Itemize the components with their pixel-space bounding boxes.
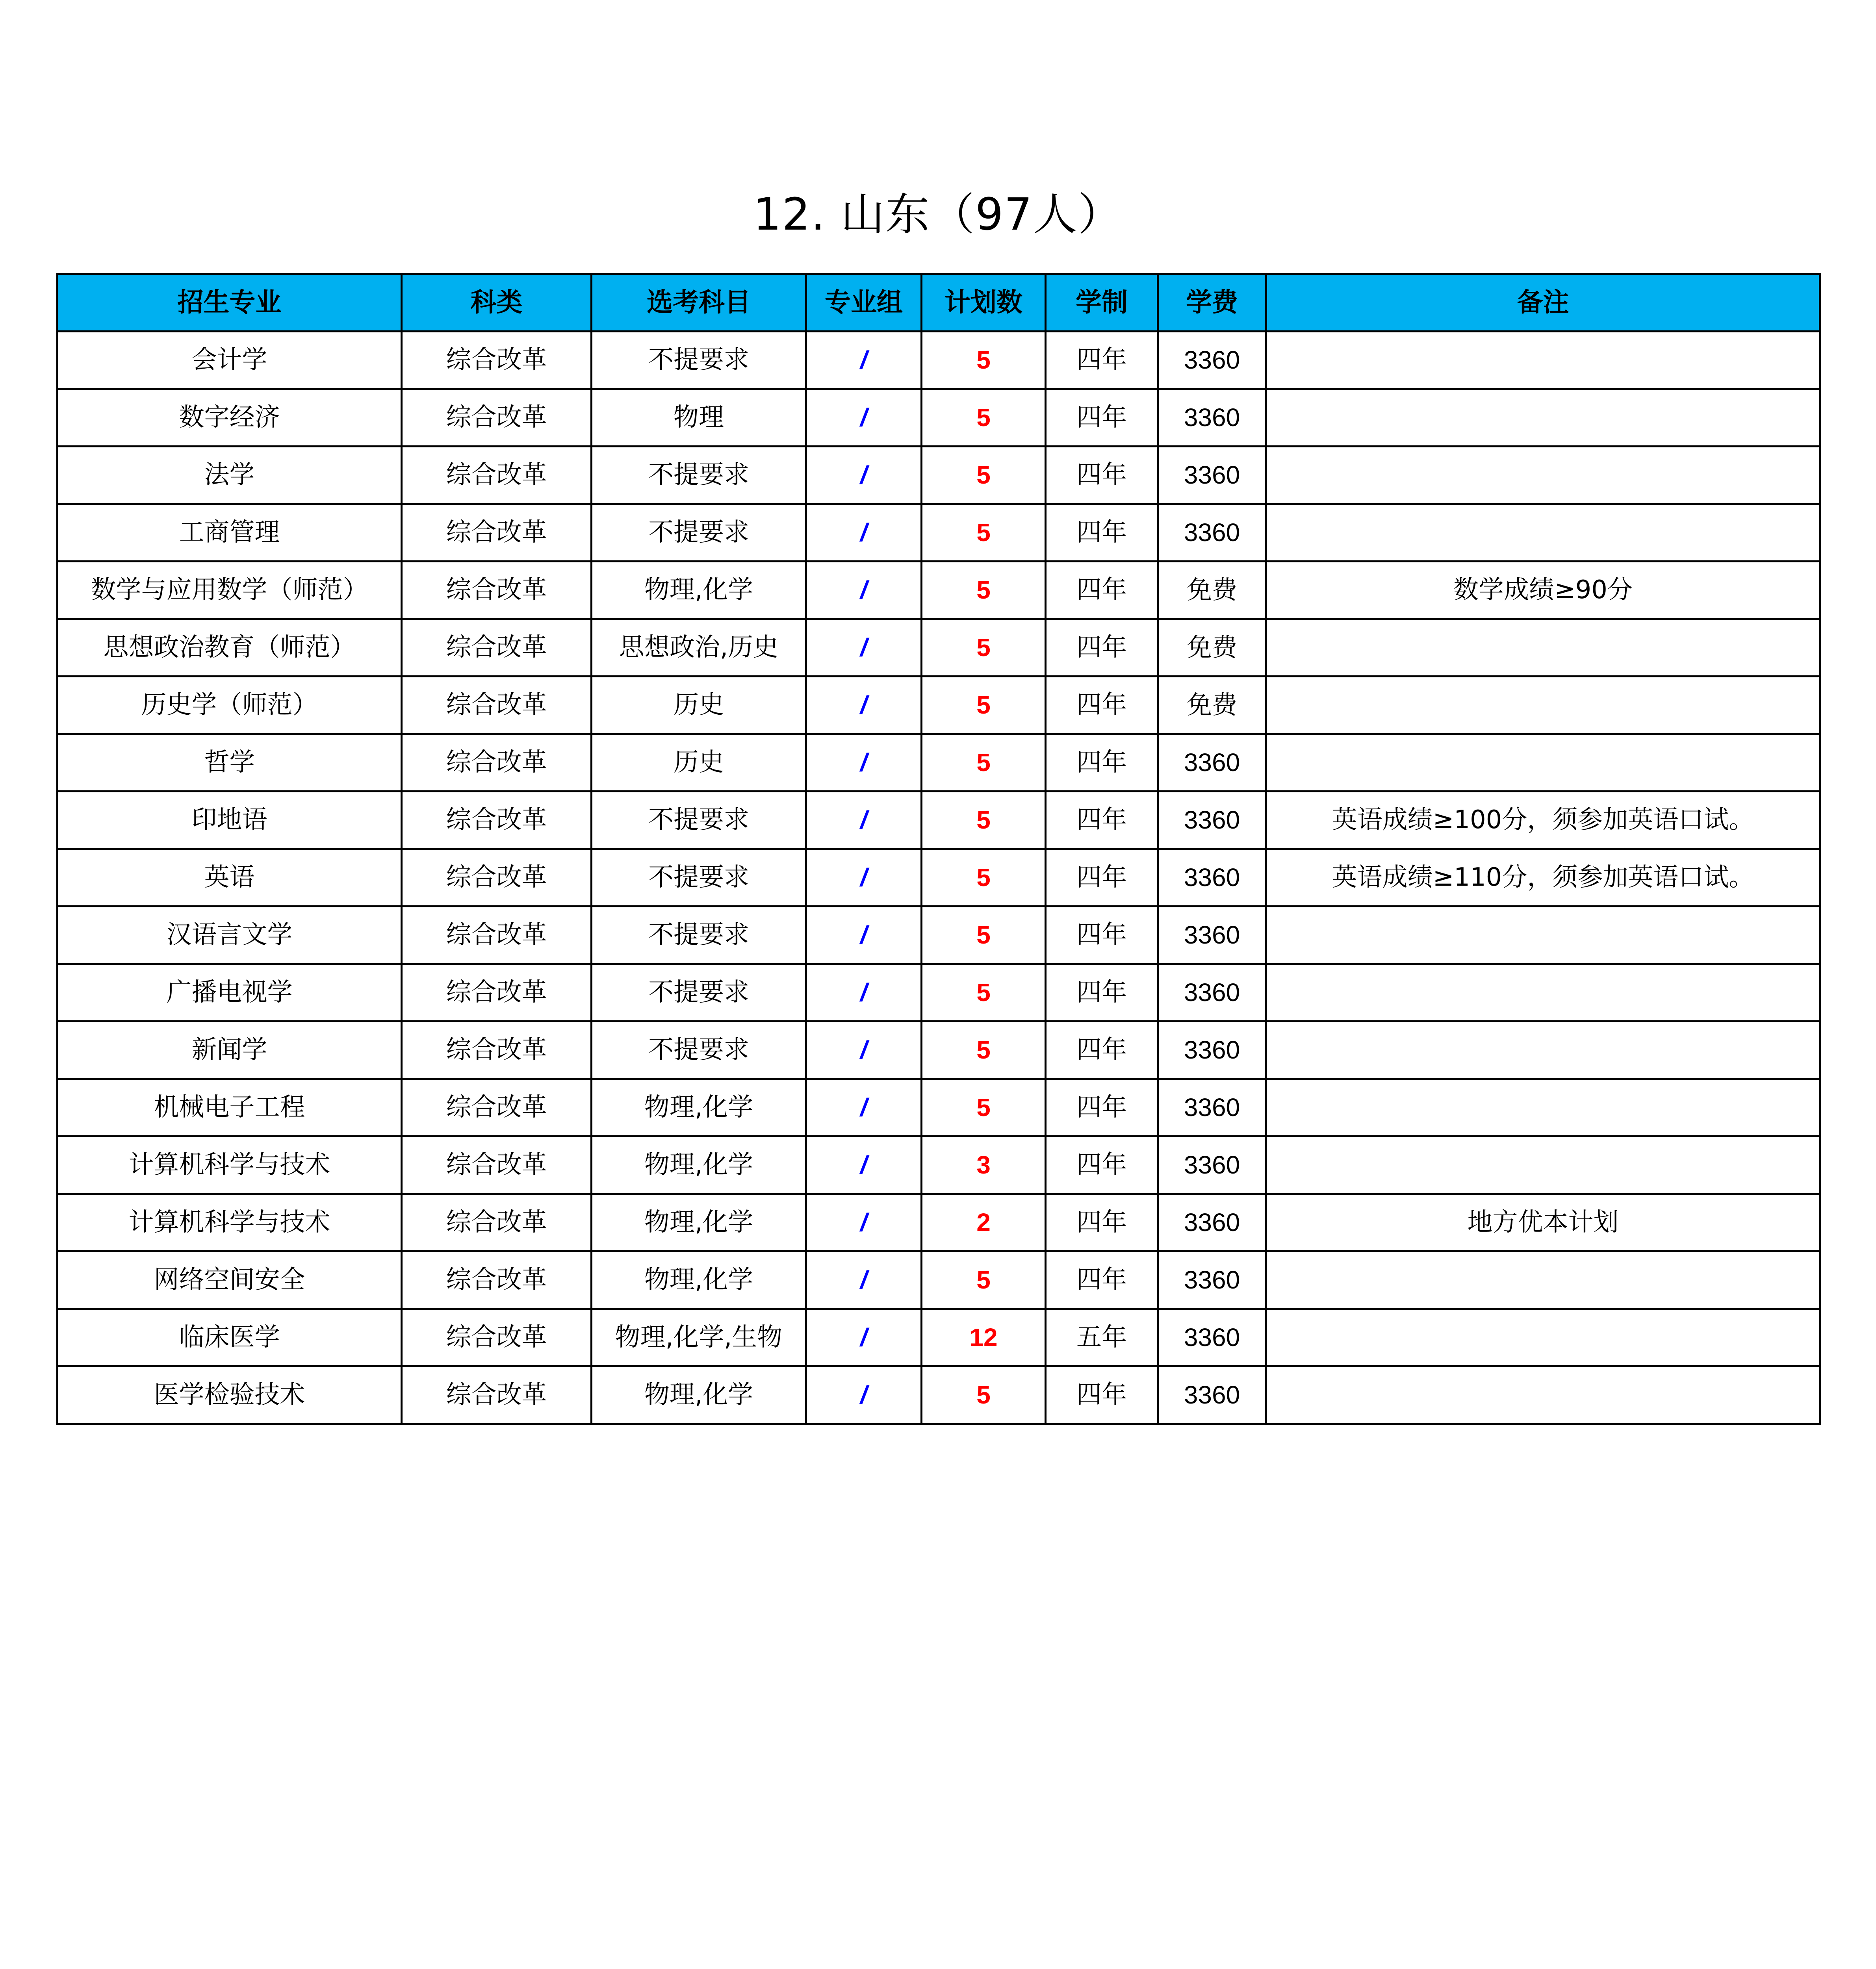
cell-group: / bbox=[806, 562, 922, 619]
table-row bbox=[58, 1079, 1820, 1137]
cell-fee: 3360 bbox=[1158, 1194, 1266, 1251]
cell-category: 综合改革 bbox=[402, 849, 592, 907]
cell-major: 临床医学 bbox=[58, 1309, 402, 1366]
cell-quota: 5 bbox=[922, 1079, 1046, 1137]
cell-fee: 3360 bbox=[1158, 332, 1266, 389]
cell-subjects: 物理,化学 bbox=[592, 1137, 806, 1194]
cell-major: 计算机科学与技术 bbox=[58, 1137, 402, 1194]
cell-group: / bbox=[806, 1137, 922, 1194]
cell-group: / bbox=[806, 964, 922, 1022]
cell-quota: 2 bbox=[922, 1194, 1046, 1251]
cell-category: 综合改革 bbox=[402, 1137, 592, 1194]
header-duration: 学制 bbox=[1046, 274, 1158, 332]
cell-quota: 5 bbox=[922, 1022, 1046, 1079]
cell-category: 综合改革 bbox=[402, 619, 592, 677]
cell-quota: 5 bbox=[922, 389, 1046, 447]
cell-subjects: 不提要求 bbox=[592, 447, 806, 504]
header-major: 招生专业 bbox=[58, 274, 402, 332]
cell-duration: 四年 bbox=[1046, 964, 1158, 1022]
cell-subjects: 不提要求 bbox=[592, 907, 806, 964]
cell-quota: 5 bbox=[922, 562, 1046, 619]
cell-duration: 四年 bbox=[1046, 504, 1158, 562]
header-fee: 学费 bbox=[1158, 274, 1266, 332]
cell-major: 印地语 bbox=[58, 792, 402, 849]
cell-subjects: 不提要求 bbox=[592, 1022, 806, 1079]
cell-duration: 四年 bbox=[1046, 1251, 1158, 1309]
table-row bbox=[58, 849, 1820, 907]
cell-category: 综合改革 bbox=[402, 1194, 592, 1251]
cell-group: / bbox=[806, 1022, 922, 1079]
cell-category: 综合改革 bbox=[402, 734, 592, 792]
cell-major: 数学与应用数学（师范） bbox=[58, 562, 402, 619]
cell-fee: 免费 bbox=[1158, 619, 1266, 677]
cell-quota: 5 bbox=[922, 1251, 1046, 1309]
cell-fee: 3360 bbox=[1158, 1022, 1266, 1079]
cell-quota: 12 bbox=[922, 1309, 1046, 1366]
cell-quota: 5 bbox=[922, 964, 1046, 1022]
cell-remark: 英语成绩≥100分，须参加英语口试。 bbox=[1266, 792, 1820, 849]
cell-quota: 5 bbox=[922, 792, 1046, 849]
cell-remark bbox=[1266, 1309, 1820, 1366]
cell-duration: 四年 bbox=[1046, 734, 1158, 792]
cell-remark bbox=[1266, 1251, 1820, 1309]
cell-duration: 四年 bbox=[1046, 1194, 1158, 1251]
table-row bbox=[58, 1194, 1820, 1251]
cell-major: 历史学（师范） bbox=[58, 677, 402, 734]
cell-group: / bbox=[806, 677, 922, 734]
cell-quota: 5 bbox=[922, 849, 1046, 907]
cell-major: 数字经济 bbox=[58, 389, 402, 447]
cell-remark bbox=[1266, 504, 1820, 562]
cell-remark bbox=[1266, 447, 1820, 504]
cell-quota: 5 bbox=[922, 447, 1046, 504]
cell-group: / bbox=[806, 1251, 922, 1309]
cell-category: 综合改革 bbox=[402, 792, 592, 849]
cell-major: 英语 bbox=[58, 849, 402, 907]
cell-remark bbox=[1266, 332, 1820, 389]
cell-group: / bbox=[806, 849, 922, 907]
header-group: 专业组 bbox=[806, 274, 922, 332]
cell-quota: 5 bbox=[922, 734, 1046, 792]
cell-fee: 3360 bbox=[1158, 1079, 1266, 1137]
cell-duration: 四年 bbox=[1046, 447, 1158, 504]
cell-major: 机械电子工程 bbox=[58, 1079, 402, 1137]
table-row bbox=[58, 332, 1820, 389]
cell-duration: 四年 bbox=[1046, 619, 1158, 677]
cell-quota: 5 bbox=[922, 677, 1046, 734]
cell-subjects: 不提要求 bbox=[592, 849, 806, 907]
admission-plan-table bbox=[56, 273, 1821, 1425]
cell-fee: 3360 bbox=[1158, 964, 1266, 1022]
cell-major: 计算机科学与技术 bbox=[58, 1194, 402, 1251]
cell-subjects: 历史 bbox=[592, 677, 806, 734]
cell-subjects: 不提要求 bbox=[592, 964, 806, 1022]
cell-fee: 3360 bbox=[1158, 1137, 1266, 1194]
cell-major: 医学检验技术 bbox=[58, 1366, 402, 1424]
cell-group: / bbox=[806, 734, 922, 792]
cell-remark bbox=[1266, 619, 1820, 677]
header-remark: 备注 bbox=[1266, 274, 1820, 332]
cell-category: 综合改革 bbox=[402, 332, 592, 389]
cell-major: 新闻学 bbox=[58, 1022, 402, 1079]
cell-remark: 英语成绩≥110分，须参加英语口试。 bbox=[1266, 849, 1820, 907]
cell-subjects: 物理,化学 bbox=[592, 1194, 806, 1251]
cell-fee: 3360 bbox=[1158, 792, 1266, 849]
table-row bbox=[58, 677, 1820, 734]
cell-subjects: 历史 bbox=[592, 734, 806, 792]
cell-fee: 3360 bbox=[1158, 1366, 1266, 1424]
cell-major: 思想政治教育（师范） bbox=[58, 619, 402, 677]
table-row bbox=[58, 562, 1820, 619]
cell-remark bbox=[1266, 907, 1820, 964]
cell-fee: 3360 bbox=[1158, 849, 1266, 907]
cell-category: 综合改革 bbox=[402, 562, 592, 619]
header-subjects: 选考科目 bbox=[592, 274, 806, 332]
table-row bbox=[58, 1309, 1820, 1366]
cell-remark bbox=[1266, 734, 1820, 792]
cell-group: / bbox=[806, 792, 922, 849]
cell-quota: 5 bbox=[922, 332, 1046, 389]
cell-remark: 数学成绩≥90分 bbox=[1266, 562, 1820, 619]
cell-duration: 四年 bbox=[1046, 849, 1158, 907]
cell-subjects: 物理,化学 bbox=[592, 562, 806, 619]
cell-duration: 四年 bbox=[1046, 332, 1158, 389]
cell-fee: 3360 bbox=[1158, 447, 1266, 504]
cell-fee: 免费 bbox=[1158, 562, 1266, 619]
cell-duration: 四年 bbox=[1046, 1022, 1158, 1079]
cell-subjects: 思想政治,历史 bbox=[592, 619, 806, 677]
cell-subjects: 不提要求 bbox=[592, 332, 806, 389]
cell-subjects: 不提要求 bbox=[592, 792, 806, 849]
cell-group: / bbox=[806, 504, 922, 562]
table-row bbox=[58, 447, 1820, 504]
table-row bbox=[58, 1137, 1820, 1194]
table-row bbox=[58, 1366, 1820, 1424]
cell-category: 综合改革 bbox=[402, 907, 592, 964]
cell-group: / bbox=[806, 619, 922, 677]
cell-quota: 5 bbox=[922, 504, 1046, 562]
cell-remark: 地方优本计划 bbox=[1266, 1194, 1820, 1251]
cell-category: 综合改革 bbox=[402, 964, 592, 1022]
table-row bbox=[58, 389, 1820, 447]
cell-fee: 3360 bbox=[1158, 1251, 1266, 1309]
cell-quota: 5 bbox=[922, 1366, 1046, 1424]
cell-duration: 四年 bbox=[1046, 1079, 1158, 1137]
cell-category: 综合改革 bbox=[402, 504, 592, 562]
cell-group: / bbox=[806, 332, 922, 389]
cell-fee: 3360 bbox=[1158, 504, 1266, 562]
cell-subjects: 不提要求 bbox=[592, 504, 806, 562]
header-category: 科类 bbox=[402, 274, 592, 332]
cell-category: 综合改革 bbox=[402, 1022, 592, 1079]
cell-remark bbox=[1266, 1366, 1820, 1424]
cell-major: 哲学 bbox=[58, 734, 402, 792]
cell-group: / bbox=[806, 1079, 922, 1137]
cell-duration: 四年 bbox=[1046, 389, 1158, 447]
cell-major: 工商管理 bbox=[58, 504, 402, 562]
cell-group: / bbox=[806, 907, 922, 964]
cell-subjects: 物理,化学 bbox=[592, 1366, 806, 1424]
cell-major: 法学 bbox=[58, 447, 402, 504]
cell-remark bbox=[1266, 389, 1820, 447]
cell-subjects: 物理,化学 bbox=[592, 1251, 806, 1309]
page-title: 12. 山东（97人） bbox=[753, 189, 1123, 240]
cell-group: / bbox=[806, 1194, 922, 1251]
cell-subjects: 物理,化学 bbox=[592, 1079, 806, 1137]
table-row bbox=[58, 734, 1820, 792]
table-row bbox=[58, 1022, 1820, 1079]
table-row bbox=[58, 504, 1820, 562]
cell-quota: 3 bbox=[922, 1137, 1046, 1194]
cell-major: 网络空间安全 bbox=[58, 1251, 402, 1309]
header-quota: 计划数 bbox=[922, 274, 1046, 332]
table-row bbox=[58, 907, 1820, 964]
cell-fee: 3360 bbox=[1158, 734, 1266, 792]
cell-duration: 五年 bbox=[1046, 1309, 1158, 1366]
cell-major: 会计学 bbox=[58, 332, 402, 389]
table-row bbox=[58, 619, 1820, 677]
cell-fee: 3360 bbox=[1158, 389, 1266, 447]
cell-remark bbox=[1266, 677, 1820, 734]
cell-duration: 四年 bbox=[1046, 1137, 1158, 1194]
cell-duration: 四年 bbox=[1046, 562, 1158, 619]
cell-category: 综合改革 bbox=[402, 677, 592, 734]
cell-group: / bbox=[806, 389, 922, 447]
cell-group: / bbox=[806, 1309, 922, 1366]
cell-quota: 5 bbox=[922, 619, 1046, 677]
table-header-row bbox=[58, 274, 1820, 332]
table-row bbox=[58, 792, 1820, 849]
cell-category: 综合改革 bbox=[402, 389, 592, 447]
cell-category: 综合改革 bbox=[402, 1309, 592, 1366]
cell-major: 汉语言文学 bbox=[58, 907, 402, 964]
cell-group: / bbox=[806, 447, 922, 504]
cell-duration: 四年 bbox=[1046, 1366, 1158, 1424]
cell-category: 综合改革 bbox=[402, 1079, 592, 1137]
cell-fee: 3360 bbox=[1158, 907, 1266, 964]
cell-duration: 四年 bbox=[1046, 792, 1158, 849]
cell-remark bbox=[1266, 964, 1820, 1022]
cell-category: 综合改革 bbox=[402, 1251, 592, 1309]
cell-category: 综合改革 bbox=[402, 1366, 592, 1424]
cell-quota: 5 bbox=[922, 907, 1046, 964]
cell-group: / bbox=[806, 1366, 922, 1424]
cell-duration: 四年 bbox=[1046, 907, 1158, 964]
table-row bbox=[58, 1251, 1820, 1309]
cell-subjects: 物理,化学,生物 bbox=[592, 1309, 806, 1366]
cell-remark bbox=[1266, 1022, 1820, 1079]
cell-fee: 3360 bbox=[1158, 1309, 1266, 1366]
cell-fee: 免费 bbox=[1158, 677, 1266, 734]
cell-remark bbox=[1266, 1137, 1820, 1194]
table-body bbox=[58, 332, 1820, 1424]
cell-duration: 四年 bbox=[1046, 677, 1158, 734]
cell-subjects: 物理 bbox=[592, 389, 806, 447]
cell-category: 综合改革 bbox=[402, 447, 592, 504]
cell-remark bbox=[1266, 1079, 1820, 1137]
cell-major: 广播电视学 bbox=[58, 964, 402, 1022]
table-row bbox=[58, 964, 1820, 1022]
